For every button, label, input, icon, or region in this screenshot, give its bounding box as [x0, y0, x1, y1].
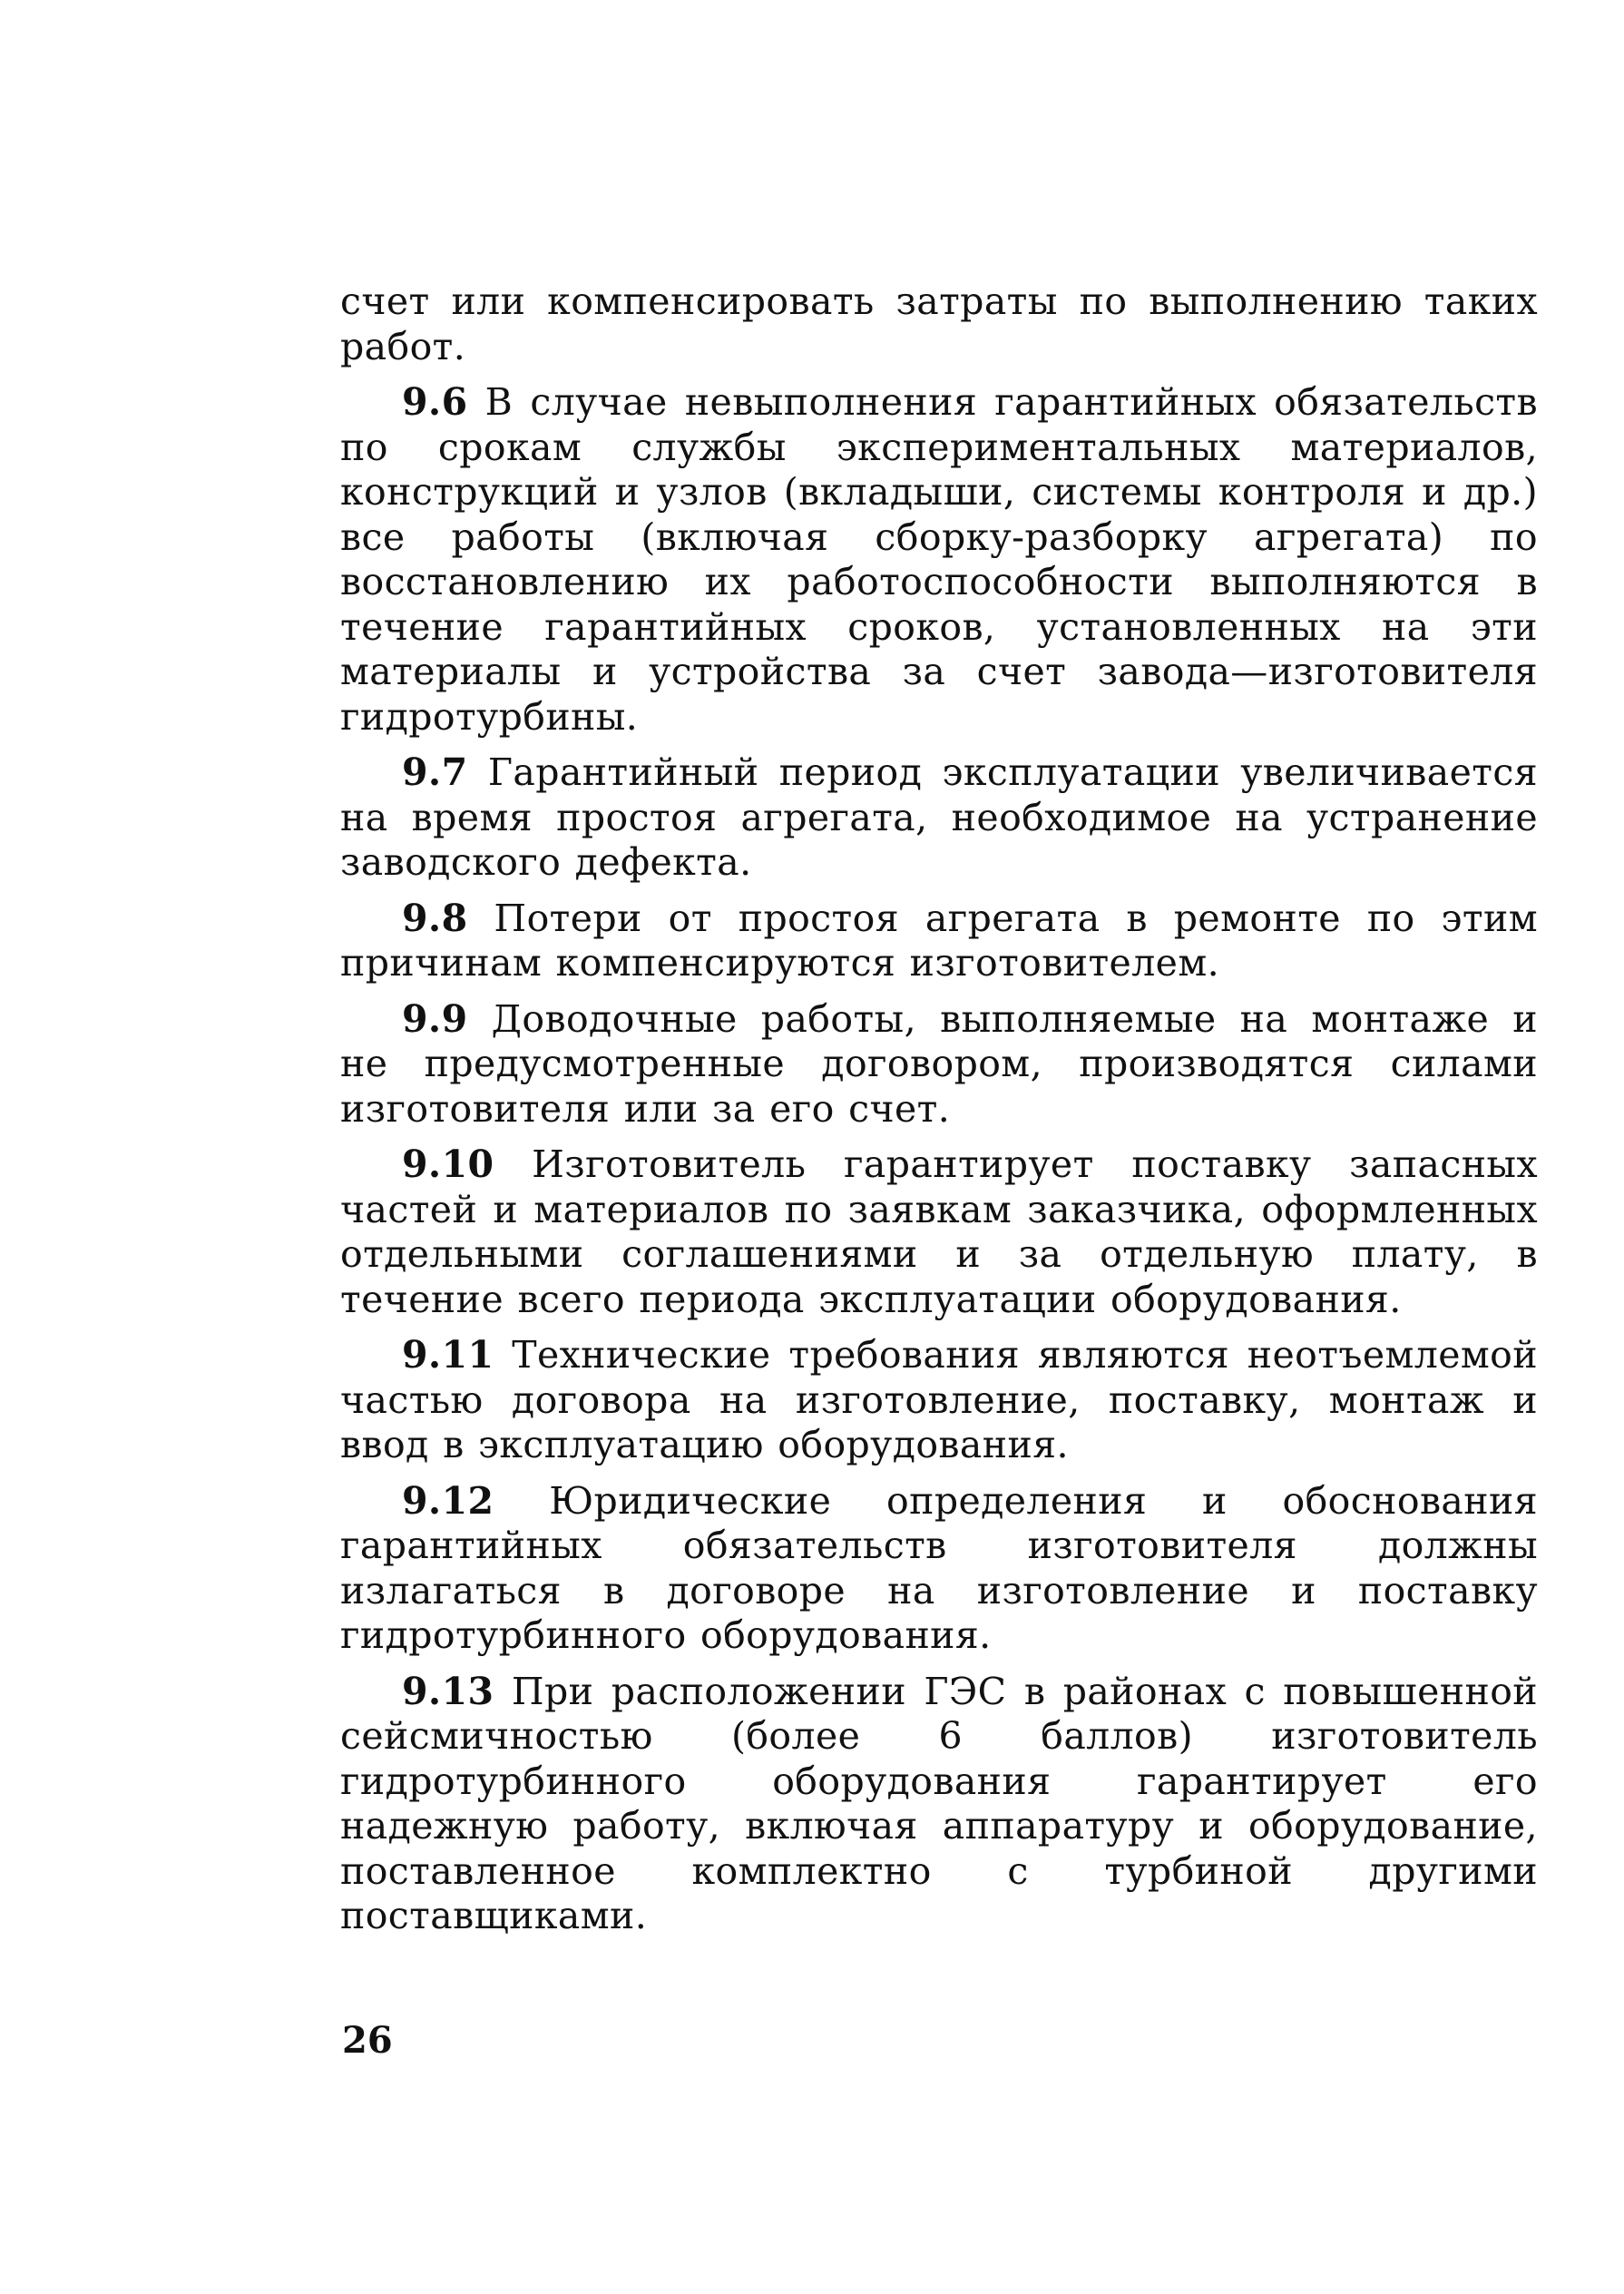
continuation-paragraph: счет или компенсировать затраты по выполнению таких работ. — [340, 279, 1538, 368]
clause-9-6 — [340, 380, 1538, 740]
clause-number: 9.9 — [402, 996, 468, 1041]
clause-text: При расположении ГЭС в районах с повышенной сейсмичностью (более 6 баллов) изготовитель гидротурбинного оборудования гарантирует его надежную работу, включая аппаратуру и оборудование, поставленное комплектно с турбиной другими поставщиками. — [340, 1669, 1539, 1937]
clause-number: 9.8 — [402, 896, 468, 940]
clause-9-11 — [340, 1333, 1538, 1468]
clause-9-12 — [340, 1479, 1538, 1659]
clause-text: В случае невыполнения гарантийных обязательств по срокам службы экспериментальных материалов, конструкций и узлов (вкладыши, системы контроля и др.) все работы (включая сборку-разборку агрегата) по восстановлению их работоспособности выполняются в течение гарантийных сроков, установленных на эти материалы и устройства за счет завода—изготовителя гидротурбины. — [340, 380, 1538, 739]
body-text — [340, 279, 1538, 1939]
clause-9-10 — [340, 1142, 1538, 1322]
page-number: 26 — [342, 2019, 393, 2062]
clause-text: Юридические определения и обоснования гарантийных обязательств изготовителя должны излагаться в договоре на изготовление и поставку гидротурбинного оборудования. — [340, 1478, 1538, 1657]
clause-number: 9.6 — [402, 380, 468, 424]
clause-9-7 — [340, 750, 1538, 886]
clause-number: 9.10 — [402, 1142, 494, 1186]
clause-text: Изготовитель гарантирует поставку запасных частей и материалов по заявкам заказчика, оформленных отдельными соглашениями и за отдельную плату, в течение всего периода эксплуатации оборудования. — [340, 1142, 1538, 1321]
clause-text: Доводочные работы, выполняемые на монтаже и не предусмотренные договором, производятся силами изготовителя или за его счет. — [340, 996, 1538, 1131]
clause-number: 9.11 — [402, 1333, 494, 1377]
clause-number: 9.12 — [402, 1478, 494, 1523]
clause-number: 9.13 — [402, 1669, 494, 1713]
clause-9-9 — [340, 997, 1538, 1132]
clause-text: Потери от простоя агрегата в ремонте по этим причинам компенсируются изготовителем. — [340, 896, 1538, 985]
clause-9-13 — [340, 1670, 1538, 1939]
clause-text: Гарантийный период эксплуатации увеличивается на время простоя агрегата, необходимое на устранение заводского дефекта. — [340, 750, 1538, 884]
clause-number: 9.7 — [402, 750, 468, 794]
clause-9-8 — [340, 897, 1538, 986]
clause-text: Технические требования являются неотъемлемой частью договора на изготовление, поставку, монтаж и ввод в эксплуатацию оборудования. — [340, 1333, 1538, 1466]
